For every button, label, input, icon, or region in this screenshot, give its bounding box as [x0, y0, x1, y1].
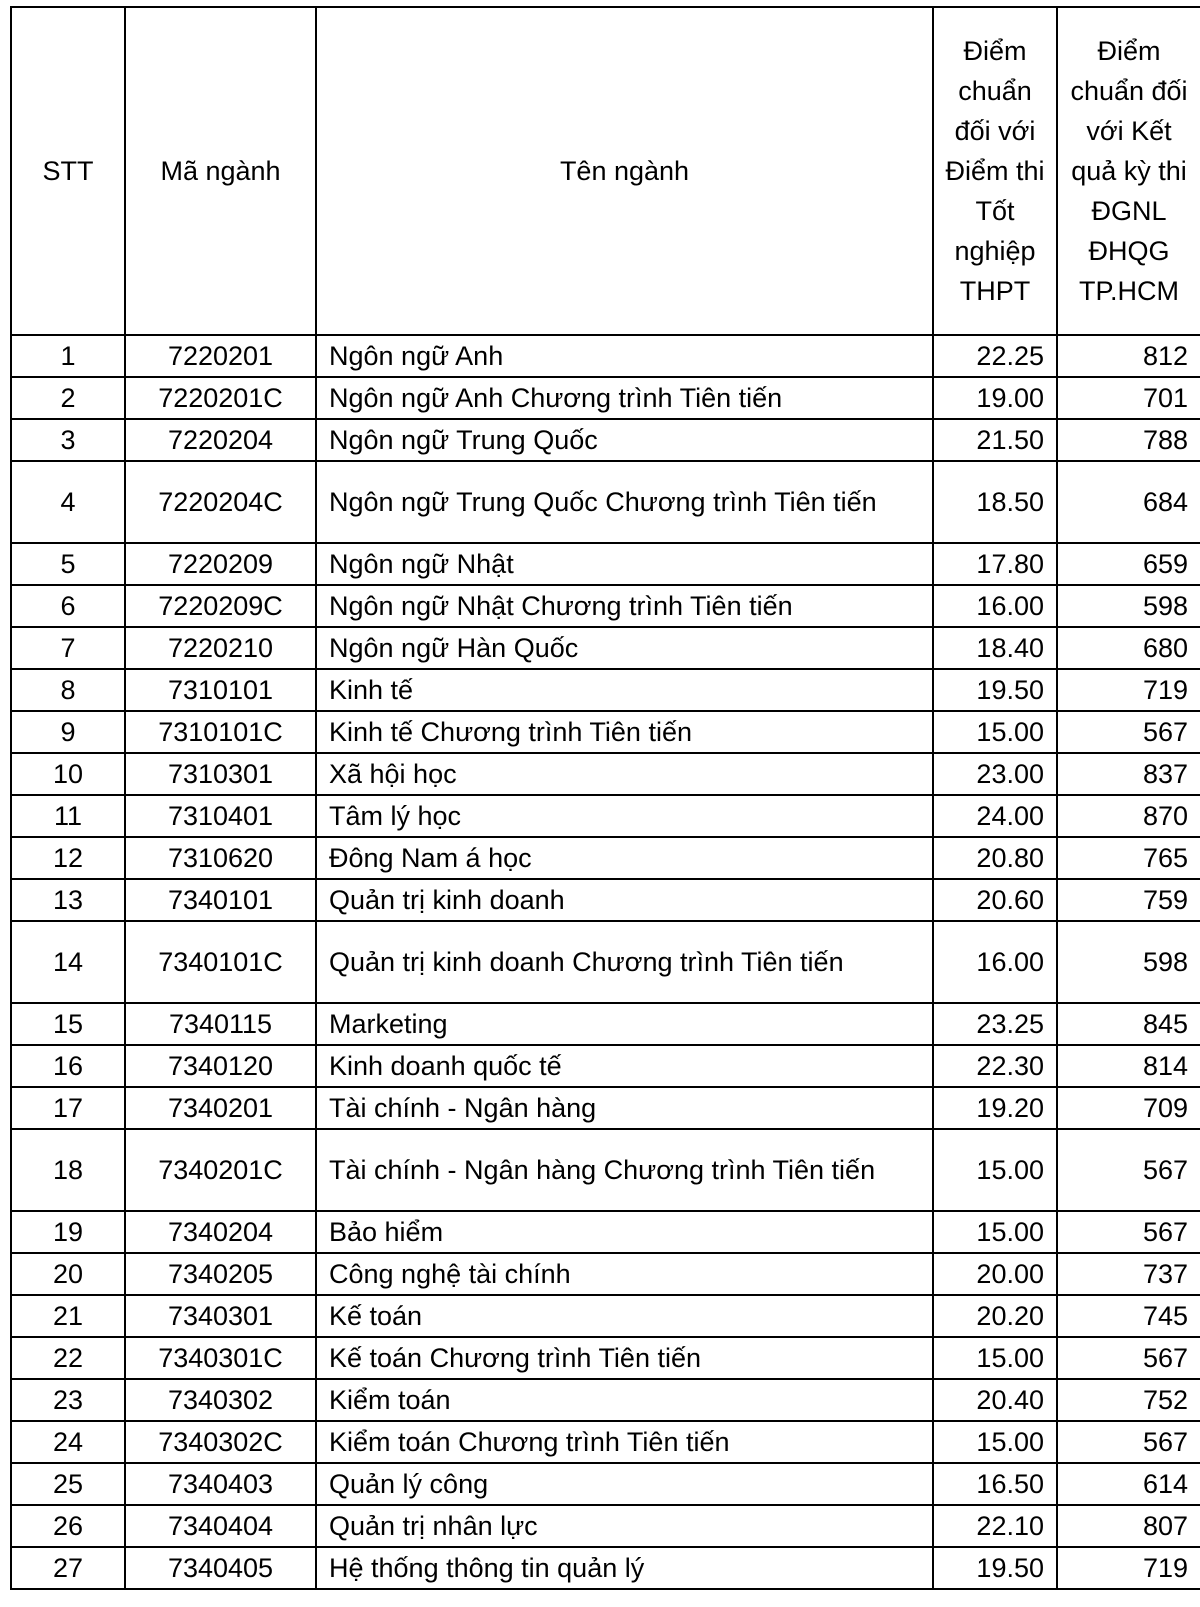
table-row [11, 1337, 1200, 1379]
cell-major-name: Xã hội học [316, 753, 933, 795]
cell-dgnl-score: 567 [1057, 1211, 1200, 1253]
table-row [11, 1379, 1200, 1421]
cell-major-code: 7310101 [125, 669, 316, 711]
cell-major-name: Hệ thống thông tin quản lý [316, 1547, 933, 1589]
cell-major-code: 7340301C [125, 1337, 316, 1379]
cell-thpt-score: 23.25 [933, 1003, 1057, 1045]
table-row [11, 419, 1200, 461]
cell-major-code: 7310401 [125, 795, 316, 837]
cell-stt: 9 [11, 711, 125, 753]
cell-major-name: Kế toán [316, 1295, 933, 1337]
cell-major-name: Tài chính - Ngân hàng [316, 1087, 933, 1129]
table-row [11, 1463, 1200, 1505]
table-row [11, 711, 1200, 753]
cell-thpt-score: 22.30 [933, 1045, 1057, 1087]
admission-score-table [10, 6, 1200, 1590]
cell-major-name: Tâm lý học [316, 795, 933, 837]
table-row [11, 1045, 1200, 1087]
cell-thpt-score: 16.50 [933, 1463, 1057, 1505]
cell-major-name: Quản trị nhân lực [316, 1505, 933, 1547]
cell-major-code: 7340405 [125, 1547, 316, 1589]
cell-dgnl-score: 837 [1057, 753, 1200, 795]
cell-stt: 10 [11, 753, 125, 795]
cell-dgnl-score: 719 [1057, 1547, 1200, 1589]
table-body [11, 335, 1200, 1589]
cell-major-name: Ngôn ngữ Trung Quốc Chương trình Tiên tiến [316, 461, 933, 543]
cell-major-name: Quản lý công [316, 1463, 933, 1505]
cell-stt: 17 [11, 1087, 125, 1129]
cell-major-code: 7220201 [125, 335, 316, 377]
cell-stt: 3 [11, 419, 125, 461]
cell-major-name: Marketing [316, 1003, 933, 1045]
header-thpt-score: Điểm chuẩn đối với Điểm thi Tốt nghiệp THPT [933, 7, 1057, 335]
table-row [11, 585, 1200, 627]
cell-major-code: 7340404 [125, 1505, 316, 1547]
cell-major-name: Ngôn ngữ Anh Chương trình Tiên tiến [316, 377, 933, 419]
cell-thpt-score: 19.50 [933, 669, 1057, 711]
header-dgnl-score: Điểm chuẩn đối với Kết quả kỳ thi ĐGNL ĐHQG TP.HCM [1057, 7, 1200, 335]
cell-dgnl-score: 812 [1057, 335, 1200, 377]
cell-major-name: Ngôn ngữ Nhật [316, 543, 933, 585]
cell-thpt-score: 19.20 [933, 1087, 1057, 1129]
cell-dgnl-score: 709 [1057, 1087, 1200, 1129]
header-major-code: Mã ngành [125, 7, 316, 335]
cell-major-code: 7220204C [125, 461, 316, 543]
admission-score-table-wrapper [10, 6, 1200, 1590]
cell-stt: 1 [11, 335, 125, 377]
cell-major-name: Tài chính - Ngân hàng Chương trình Tiên tiến [316, 1129, 933, 1211]
cell-stt: 13 [11, 879, 125, 921]
cell-stt: 12 [11, 837, 125, 879]
cell-thpt-score: 22.10 [933, 1505, 1057, 1547]
cell-thpt-score: 19.50 [933, 1547, 1057, 1589]
cell-stt: 7 [11, 627, 125, 669]
table-row [11, 1505, 1200, 1547]
cell-dgnl-score: 614 [1057, 1463, 1200, 1505]
cell-thpt-score: 20.20 [933, 1295, 1057, 1337]
table-row [11, 1129, 1200, 1211]
cell-major-code: 7340201 [125, 1087, 316, 1129]
cell-thpt-score: 21.50 [933, 419, 1057, 461]
cell-dgnl-score: 870 [1057, 795, 1200, 837]
cell-major-code: 7340302C [125, 1421, 316, 1463]
table-row [11, 543, 1200, 585]
header-major-name: Tên ngành [316, 7, 933, 335]
cell-stt: 24 [11, 1421, 125, 1463]
cell-dgnl-score: 567 [1057, 1337, 1200, 1379]
cell-dgnl-score: 684 [1057, 461, 1200, 543]
cell-thpt-score: 20.80 [933, 837, 1057, 879]
cell-major-code: 7340115 [125, 1003, 316, 1045]
cell-thpt-score: 18.40 [933, 627, 1057, 669]
cell-major-name: Kiểm toán [316, 1379, 933, 1421]
cell-stt: 11 [11, 795, 125, 837]
cell-major-code: 7340101C [125, 921, 316, 1003]
table-row [11, 669, 1200, 711]
cell-major-name: Kinh doanh quốc tế [316, 1045, 933, 1087]
cell-dgnl-score: 598 [1057, 585, 1200, 627]
cell-dgnl-score: 719 [1057, 669, 1200, 711]
cell-stt: 25 [11, 1463, 125, 1505]
cell-major-name: Kinh tế [316, 669, 933, 711]
table-row [11, 1253, 1200, 1295]
cell-dgnl-score: 745 [1057, 1295, 1200, 1337]
cell-major-code: 7340204 [125, 1211, 316, 1253]
table-row [11, 377, 1200, 419]
table-row [11, 1087, 1200, 1129]
cell-major-name: Bảo hiểm [316, 1211, 933, 1253]
cell-stt: 8 [11, 669, 125, 711]
cell-major-code: 7220209 [125, 543, 316, 585]
cell-major-name: Kiểm toán Chương trình Tiên tiến [316, 1421, 933, 1463]
cell-major-name: Ngôn ngữ Trung Quốc [316, 419, 933, 461]
cell-major-code: 7340120 [125, 1045, 316, 1087]
cell-stt: 22 [11, 1337, 125, 1379]
cell-major-name: Công nghệ tài chính [316, 1253, 933, 1295]
cell-thpt-score: 15.00 [933, 711, 1057, 753]
cell-thpt-score: 20.60 [933, 879, 1057, 921]
cell-major-code: 7340101 [125, 879, 316, 921]
cell-major-name: Ngôn ngữ Anh [316, 335, 933, 377]
cell-dgnl-score: 807 [1057, 1505, 1200, 1547]
cell-thpt-score: 17.80 [933, 543, 1057, 585]
cell-thpt-score: 16.00 [933, 921, 1057, 1003]
cell-dgnl-score: 680 [1057, 627, 1200, 669]
header-stt: STT [11, 7, 125, 335]
cell-major-code: 7340301 [125, 1295, 316, 1337]
cell-major-code: 7220201C [125, 377, 316, 419]
table-row [11, 1547, 1200, 1589]
cell-thpt-score: 24.00 [933, 795, 1057, 837]
cell-stt: 21 [11, 1295, 125, 1337]
table-row [11, 795, 1200, 837]
table-row [11, 1295, 1200, 1337]
cell-major-name: Quản trị kinh doanh Chương trình Tiên tiến [316, 921, 933, 1003]
cell-stt: 6 [11, 585, 125, 627]
table-row [11, 879, 1200, 921]
cell-major-name: Kế toán Chương trình Tiên tiến [316, 1337, 933, 1379]
table-row [11, 627, 1200, 669]
cell-stt: 20 [11, 1253, 125, 1295]
cell-thpt-score: 15.00 [933, 1211, 1057, 1253]
table-row [11, 1421, 1200, 1463]
table-row [11, 837, 1200, 879]
cell-dgnl-score: 567 [1057, 1421, 1200, 1463]
header-row [11, 7, 1200, 335]
cell-thpt-score: 15.00 [933, 1129, 1057, 1211]
cell-major-name: Kinh tế Chương trình Tiên tiến [316, 711, 933, 753]
cell-stt: 19 [11, 1211, 125, 1253]
cell-stt: 14 [11, 921, 125, 1003]
cell-dgnl-score: 567 [1057, 1129, 1200, 1211]
cell-dgnl-score: 788 [1057, 419, 1200, 461]
cell-dgnl-score: 845 [1057, 1003, 1200, 1045]
cell-major-code: 7310620 [125, 837, 316, 879]
table-row [11, 461, 1200, 543]
cell-dgnl-score: 759 [1057, 879, 1200, 921]
cell-stt: 23 [11, 1379, 125, 1421]
cell-major-code: 7340302 [125, 1379, 316, 1421]
cell-stt: 4 [11, 461, 125, 543]
cell-thpt-score: 20.40 [933, 1379, 1057, 1421]
cell-major-name: Ngôn ngữ Nhật Chương trình Tiên tiến [316, 585, 933, 627]
cell-thpt-score: 20.00 [933, 1253, 1057, 1295]
cell-major-code: 7310101C [125, 711, 316, 753]
cell-thpt-score: 15.00 [933, 1337, 1057, 1379]
cell-thpt-score: 23.00 [933, 753, 1057, 795]
table-row [11, 921, 1200, 1003]
cell-stt: 5 [11, 543, 125, 585]
cell-major-code: 7220204 [125, 419, 316, 461]
table-header [11, 7, 1200, 335]
cell-thpt-score: 19.00 [933, 377, 1057, 419]
cell-dgnl-score: 752 [1057, 1379, 1200, 1421]
table-row [11, 753, 1200, 795]
cell-major-name: Đông Nam á học [316, 837, 933, 879]
cell-major-code: 7340403 [125, 1463, 316, 1505]
cell-thpt-score: 18.50 [933, 461, 1057, 543]
cell-dgnl-score: 567 [1057, 711, 1200, 753]
table-row [11, 1003, 1200, 1045]
cell-thpt-score: 22.25 [933, 335, 1057, 377]
cell-major-code: 7220209C [125, 585, 316, 627]
cell-dgnl-score: 765 [1057, 837, 1200, 879]
cell-thpt-score: 16.00 [933, 585, 1057, 627]
cell-major-name: Quản trị kinh doanh [316, 879, 933, 921]
table-row [11, 335, 1200, 377]
cell-dgnl-score: 814 [1057, 1045, 1200, 1087]
cell-major-code: 7220210 [125, 627, 316, 669]
cell-major-code: 7310301 [125, 753, 316, 795]
cell-stt: 15 [11, 1003, 125, 1045]
cell-stt: 26 [11, 1505, 125, 1547]
cell-stt: 2 [11, 377, 125, 419]
cell-stt: 18 [11, 1129, 125, 1211]
cell-major-code: 7340201C [125, 1129, 316, 1211]
cell-major-name: Ngôn ngữ Hàn Quốc [316, 627, 933, 669]
cell-stt: 16 [11, 1045, 125, 1087]
cell-dgnl-score: 701 [1057, 377, 1200, 419]
cell-stt: 27 [11, 1547, 125, 1589]
cell-dgnl-score: 659 [1057, 543, 1200, 585]
cell-dgnl-score: 598 [1057, 921, 1200, 1003]
table-row [11, 1211, 1200, 1253]
cell-major-code: 7340205 [125, 1253, 316, 1295]
cell-thpt-score: 15.00 [933, 1421, 1057, 1463]
cell-dgnl-score: 737 [1057, 1253, 1200, 1295]
